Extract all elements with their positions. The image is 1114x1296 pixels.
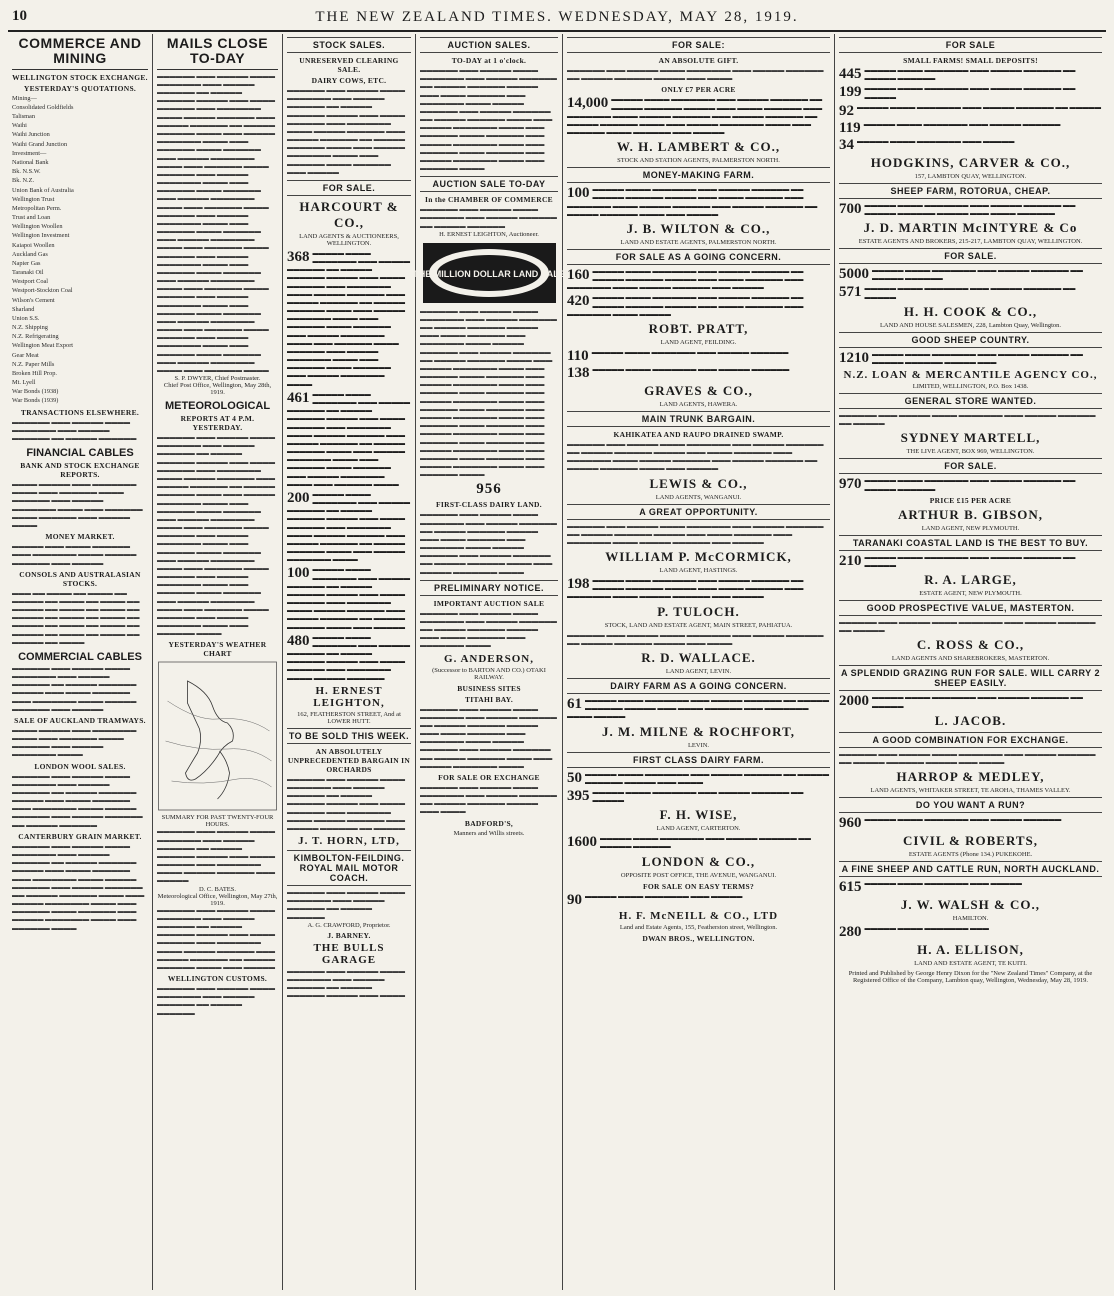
large-address: ESTATE AGENT, NEW PLYMOUTH.	[919, 590, 1022, 598]
hodgkins-address: 157, LAMBTON QUAY, WELLINGTON.	[914, 172, 1027, 180]
body-text: ▬▬▬▬ ▬▬▬▬▬ ▬▬▬ ▬▬▬▬▬▬▬ ▬▬▬▬ ▬▬▬ ▬▬▬▬▬▬ ▬▬▬▬ ▬▬▬▬▬▬ ▬▬▬ ▬▬▬▬▬ ▬▬▬▬▬▬▬ ▬▬▬▬ ▬▬▬ ▬▬▬▬▬▬ ▬▬▬▬ ▬▬▬▬▬▬ ▬▬▬ ▬▬▬▬▬ ▬▬▬▬	[12, 481, 143, 529]
land-listing: 420 ▬▬▬▬▬ ▬▬▬▬ ▬▬▬▬▬▬▬ ▬▬▬ ▬▬▬▬▬ ▬▬▬▬▬▬ ▬▬ ▬▬▬▬▬ ▬▬▬▬▬▬ ▬▬▬▬▬ ▬▬▬ ▬▬▬▬ ▬▬▬▬▬▬ ▬▬▬ ▬▬▬▬▬▬▬ ▬▬▬▬ ▬▬▬▬▬	[567, 293, 804, 318]
auctioneer-signature: H. ERNEST LEIGHTON, Auctioneer.	[439, 230, 539, 238]
land-listing: 615 ▬▬▬▬▬ ▬▬▬▬ ▬▬▬▬▬▬▬ ▬▬▬ ▬▬▬▬▬	[839, 879, 1022, 896]
price-per-acre: PRICE £15 PER ACRE	[929, 495, 1012, 505]
quotation-row: Auckland Gas	[12, 250, 48, 258]
land-listing: 100 ▬▬▬▬▬ ▬▬▬▬ ▬▬▬▬▬▬▬ ▬▬▬ ▬▬▬▬▬ ▬▬▬▬▬▬ ▬▬ ▬▬▬▬▬ ▬▬▬▬▬▬ ▬▬▬▬▬ ▬▬▬ ▬▬▬▬ ▬▬▬▬▬▬ ▬▬▬ ▬▬▬▬▬▬▬ ▬▬▬▬ ▬▬▬▬▬ ▬▬▬▬▬▬ ▬▬▬ ▬▬▬▬▬ ▬▬▬▬▬▬ ▬▬ ▬▬▬▬▬ ▬▬▬▬▬▬ ▬▬▬▬ ▬▬▬ ▬▬▬▬▬	[567, 185, 818, 218]
wallace-address: LAND AGENT, LEVIN.	[665, 667, 732, 675]
north-auckland-heading: A FINE SHEEP AND CATTLE RUN, NORTH AUCKLAND.	[839, 861, 1102, 877]
want-a-run-heading: DO YOU WANT A RUN?	[839, 797, 1102, 813]
wool-sales-heading: LONDON WOOL SALES.	[34, 761, 126, 771]
stock-sales-heading: STOCK SALES.	[287, 37, 411, 53]
quotation-row: Bk. N.S.W.	[12, 168, 41, 176]
land-listing: 198 ▬▬▬▬▬ ▬▬▬▬ ▬▬▬▬▬▬▬ ▬▬▬ ▬▬▬▬▬ ▬▬▬▬▬▬ ▬▬ ▬▬▬▬▬ ▬▬▬▬▬▬ ▬▬▬▬▬ ▬▬▬ ▬▬▬▬ ▬▬▬▬▬▬ ▬▬▬ ▬▬▬▬▬▬▬ ▬▬▬▬ ▬▬▬▬▬ ▬▬▬▬▬▬ ▬▬▬ ▬▬▬▬▬	[567, 576, 804, 601]
sheep-country-heading: GOOD SHEEP COUNTRY.	[839, 332, 1102, 348]
civil-roberts-address: ESTATE AGENTS (Phone 134.) PUKEKOHE.	[908, 851, 1033, 859]
body-text: ▬▬▬▬▬▬ ▬▬▬ ▬▬▬▬▬ ▬▬▬▬ ▬▬▬▬▬▬▬ ▬▬▬ ▬▬▬▬▬ ▬▬▬▬▬▬ ▬▬ ▬▬▬▬▬ ▬▬▬▬▬▬	[157, 985, 276, 1017]
quotation-row: N.Z. Shipping	[12, 324, 48, 332]
quotation-row: Taranaki Oil	[12, 269, 44, 277]
body-text: ▬▬▬▬▬▬ ▬▬▬ ▬▬▬▬▬ ▬▬▬▬ ▬▬▬▬▬▬▬ ▬▬▬ ▬▬▬▬▬ ▬▬▬▬▬▬ ▬▬ ▬▬▬▬▬	[839, 619, 1096, 635]
today-heading: TO-DAY at 1 o'clock.	[451, 56, 527, 65]
quotation-row: Wilson's Cement	[12, 296, 55, 304]
milne-agent: J. M. MILNE & ROCHFORT,	[601, 723, 796, 739]
column-for-sale	[563, 34, 835, 1290]
body-text: ▬▬▬▬▬▬ ▬▬▬ ▬▬▬▬▬ ▬▬▬▬ ▬▬▬▬▬▬▬ ▬▬▬ ▬▬▬▬▬ ▬▬▬▬▬▬ ▬▬ ▬▬▬▬▬ ▬▬▬▬▬▬ ▬▬▬▬▬ ▬▬▬ ▬▬▬▬ ▬▬▬▬▬▬ ▬▬▬ ▬▬▬▬▬▬▬ ▬▬▬▬ ▬▬▬▬▬ ▬▬▬▬▬▬ ▬▬▬ ▬▬▬▬▬ ▬▬▬▬▬▬ ▬▬ ▬▬▬▬▬ ▬▬▬▬▬▬ ▬▬▬▬ ▬▬▬ ▬▬▬▬▬ ▬▬▬▬▬▬▬ ▬▬▬▬ ▬▬▬ ▬▬▬▬▬▬ ▬▬▬▬ ▬▬▬▬▬▬ ▬▬▬ ▬▬▬▬▬ ▬▬▬▬▬▬▬ ▬▬▬▬ ▬▬▬ ▬▬▬▬▬▬ ▬▬▬▬	[12, 842, 145, 932]
acreage-956: 956	[476, 481, 502, 498]
milne-address: LEVIN.	[687, 741, 710, 749]
quotation-row: Wellington Trust	[12, 195, 55, 203]
land-listing: 1600 ▬▬▬▬▬ ▬▬▬▬ ▬▬▬▬▬▬▬ ▬▬▬ ▬▬▬▬▬ ▬▬▬▬▬▬ ▬▬ ▬▬▬▬▬ ▬▬▬▬▬▬	[567, 834, 811, 851]
weather-chart-heading: YESTERDAY'S WEATHER CHART	[168, 640, 267, 659]
body-text: ▬▬▬▬▬▬ ▬▬▬ ▬▬▬▬▬ ▬▬▬▬ ▬▬▬▬▬▬▬ ▬▬▬ ▬▬▬▬▬ ▬▬▬▬▬▬ ▬▬ ▬▬▬▬▬	[839, 412, 1096, 428]
stock-exchange-heading: WELLINGTON STOCK EXCHANGE.	[12, 72, 148, 82]
harcourt-agent: HARCOURT & CO.,	[299, 198, 399, 230]
million-dollar-logo	[412, 242, 565, 304]
body-text: ▬▬▬▬▬▬ ▬▬▬ ▬▬▬▬▬ ▬▬▬▬ ▬▬▬▬▬▬▬ ▬▬▬ ▬▬▬▬▬ ▬▬▬▬▬▬ ▬▬ ▬▬▬▬▬ ▬▬▬▬▬▬ ▬▬▬▬▬ ▬▬▬ ▬▬▬▬ ▬▬▬▬▬▬ ▬▬▬ ▬▬▬▬▬▬▬ ▬▬▬▬ ▬▬▬▬▬ ▬▬▬▬▬▬ ▬▬▬ ▬▬▬▬▬ ▬▬▬▬▬▬ ▬▬ ▬▬▬▬▬ ▬▬▬▬▬▬ ▬▬▬▬ ▬▬▬ ▬▬▬▬▬ ▬▬▬▬▬▬▬ ▬▬▬▬ ▬▬▬ ▬▬▬▬▬▬ ▬▬▬▬ ▬▬▬▬▬▬ ▬▬▬ ▬▬▬▬▬ ▬▬▬▬▬▬▬ ▬▬▬▬ ▬▬▬ ▬▬▬▬▬▬ ▬▬▬▬ ▬▬▬▬▬▬ ▬▬▬ ▬▬▬▬▬ ▬▬▬▬▬▬▬ ▬▬▬▬ ▬▬▬ ▬▬▬▬▬▬ ▬▬▬▬	[420, 67, 557, 173]
land-listing: 395 ▬▬▬▬▬ ▬▬▬▬ ▬▬▬▬▬▬▬ ▬▬▬ ▬▬▬▬▬ ▬▬▬▬▬▬ ▬▬ ▬▬▬▬▬	[567, 787, 804, 805]
body-text: ▬▬▬▬▬▬ ▬▬▬ ▬▬▬▬▬ ▬▬▬▬ ▬▬▬▬▬▬▬ ▬▬▬ ▬▬▬▬▬ ▬▬▬▬▬▬ ▬▬ ▬▬▬▬▬ ▬▬▬▬▬▬ ▬▬▬▬▬ ▬▬▬ ▬▬▬▬ ▬▬▬▬▬▬ ▬▬▬ ▬▬▬▬▬▬▬ ▬▬▬▬ ▬▬▬▬▬ ▬▬▬▬▬▬ ▬▬▬ ▬▬▬▬▬ ▬▬▬▬▬▬ ▬▬ ▬▬▬▬▬ ▬▬▬▬▬▬ ▬▬▬▬ ▬▬▬ ▬▬▬▬▬ ▬▬▬▬▬▬▬ ▬▬▬▬ ▬▬▬ ▬▬▬▬▬▬ ▬▬▬▬ ▬▬▬▬▬▬ ▬▬▬ ▬▬▬▬▬ ▬▬▬▬▬▬▬ ▬▬▬▬ ▬▬▬ ▬▬▬▬▬▬ ▬▬▬▬ ▬▬▬▬▬▬ ▬▬▬ ▬▬▬▬▬ ▬▬▬▬▬▬▬ ▬▬▬▬ ▬▬▬ ▬▬▬▬▬▬ ▬▬▬▬ ▬▬▬▬▬▬ ▬▬▬ ▬▬▬▬▬ ▬▬▬▬▬▬▬ ▬▬▬▬ ▬▬▬ ▬▬▬▬▬▬ ▬▬▬▬ ▬▬▬▬▬▬ ▬▬▬ ▬▬▬▬▬ ▬▬▬▬▬▬▬ ▬▬▬▬ ▬▬▬ ▬▬▬▬▬▬ ▬▬▬▬ ▬▬▬▬▬▬ ▬▬▬ ▬▬▬▬▬ ▬▬▬▬▬▬▬ ▬▬▬▬ ▬▬▬ ▬▬▬▬▬▬ ▬▬▬▬ ▬▬▬▬▬▬ ▬▬▬ ▬▬▬▬▬ ▬▬▬▬▬▬▬ ▬▬▬▬ ▬▬▬ ▬▬▬▬▬▬ ▬▬▬▬	[157, 434, 276, 638]
gibson-agent: ARTHUR B. GIBSON,	[897, 506, 1044, 522]
land-listing: 571 ▬▬▬▬▬ ▬▬▬▬ ▬▬▬▬▬▬▬ ▬▬▬ ▬▬▬▬▬ ▬▬▬▬▬▬ ▬▬ ▬▬▬▬▬	[839, 284, 1076, 301]
newspaper-title: THE NEW ZEALAND TIMES. WEDNESDAY, MAY 28, 1919.	[315, 9, 799, 25]
land-listing: 210 ▬▬▬▬▬ ▬▬▬▬ ▬▬▬▬▬▬▬ ▬▬▬ ▬▬▬▬▬ ▬▬▬▬▬▬ ▬▬ ▬▬▬▬▬	[839, 552, 1076, 569]
body-text: ▬▬▬ ▬▬ ▬▬▬▬ ▬▬ ▬▬▬▬ ▬▬ ▬▬▬▬▬ ▬▬ ▬▬▬▬ ▬▬ ▬▬▬▬ ▬▬ ▬▬▬▬▬ ▬▬ ▬▬▬▬ ▬▬ ▬▬▬▬ ▬▬ ▬▬▬▬▬ ▬▬ ▬▬▬▬ ▬▬ ▬▬▬▬ ▬▬ ▬▬▬▬▬ ▬▬ ▬▬▬▬ ▬▬ ▬▬▬▬ ▬▬ ▬▬▬▬▬ ▬▬ ▬▬▬▬ ▬▬ ▬▬▬▬ ▬▬ ▬▬▬▬▬ ▬▬ ▬▬▬▬	[12, 589, 140, 646]
barney-heading: J. BARNEY.	[327, 930, 371, 940]
graves-agent: GRAVES & CO.,	[644, 382, 753, 398]
tuloch-agent: P. TULOCH.	[657, 603, 740, 619]
harrop-agent: HARROP & MEDLEY,	[896, 769, 1045, 785]
cook-agent: H. H. COOK & CO.,	[903, 303, 1038, 319]
land-listing: 199 ▬▬▬▬▬ ▬▬▬▬ ▬▬▬▬▬▬▬ ▬▬▬ ▬▬▬▬▬ ▬▬▬▬▬▬ ▬▬ ▬▬▬▬▬	[839, 84, 1076, 101]
quotation-row: Westport-Stockton Coal	[12, 287, 73, 295]
ellison-agent: H. A. ELLISON,	[917, 942, 1024, 958]
mcintyre-address: ESTATE AGENTS AND BROKERS, 215-217, LAMBTON QUAY, WELLINGTON.	[858, 238, 1083, 246]
post-office-date: Chief Post Office, Wellington, May 28th, 1919.	[163, 382, 272, 397]
body-text: ▬▬▬▬▬▬ ▬▬▬ ▬▬▬▬▬ ▬▬▬▬ ▬▬▬▬▬▬▬ ▬▬▬ ▬▬▬▬▬ ▬▬▬▬▬▬ ▬▬ ▬▬▬▬▬ ▬▬▬▬▬▬ ▬▬▬▬▬ ▬▬▬ ▬▬▬▬ ▬▬▬▬▬▬ ▬▬▬ ▬▬▬▬▬▬▬ ▬▬▬▬ ▬▬▬▬▬ ▬▬▬▬▬▬ ▬▬▬ ▬▬▬▬▬	[12, 664, 137, 713]
mails-heading: MAILS CLOSE TO-DAY	[157, 34, 278, 70]
land-listing: 110 ▬▬▬▬▬ ▬▬▬▬ ▬▬▬▬▬▬▬ ▬▬▬ ▬▬▬▬▬ ▬▬▬▬▬▬	[567, 347, 789, 364]
quotation-row: Mining—	[12, 94, 37, 102]
consols-heading: CONSOLS AND AUSTRALASIAN STOCKS.	[19, 569, 141, 588]
chamber-heading: In the CHAMBER OF COMMERCE	[425, 195, 553, 205]
body-text: ▬▬▬▬▬▬ ▬▬▬ ▬▬▬▬▬ ▬▬▬▬ ▬▬▬▬▬▬▬ ▬▬▬ ▬▬▬▬▬ ▬▬▬▬▬▬ ▬▬ ▬▬▬▬▬ ▬▬▬▬▬▬ ▬▬▬▬▬ ▬▬▬ ▬▬▬▬ ▬▬▬▬▬▬ ▬▬▬ ▬▬▬▬▬▬▬ ▬▬▬▬ ▬▬▬▬▬ ▬▬▬▬▬▬ ▬▬▬ ▬▬▬▬▬ ▬▬▬▬▬▬ ▬▬ ▬▬▬▬▬ ▬▬▬▬▬▬ ▬▬▬▬ ▬▬▬ ▬▬▬▬▬	[567, 440, 824, 473]
meteorological-heading: METEOROLOGICAL	[164, 400, 271, 413]
easy-terms-heading: FOR SALE ON EASY TERMS?	[642, 881, 755, 891]
customs-heading: WELLINGTON CUSTOMS.	[167, 974, 268, 984]
quotation-row: National Bank	[12, 158, 49, 166]
quotation-row: N.Z. Paper Mills	[12, 360, 55, 368]
taranaki-heading: TARANAKI COASTAL LAND IS THE BEST TO BUY.	[839, 535, 1102, 551]
quotation-row: Talisman	[12, 113, 35, 121]
body-text: ▬▬▬▬▬▬ ▬▬▬ ▬▬▬▬▬ ▬▬▬▬ ▬▬▬▬▬▬▬ ▬▬▬ ▬▬▬▬▬ ▬▬▬▬▬▬ ▬▬ ▬▬▬▬▬ ▬▬▬▬▬▬ ▬▬▬▬▬ ▬▬▬ ▬▬▬▬ ▬▬▬▬▬▬ ▬▬▬ ▬▬▬▬▬▬▬ ▬▬▬▬ ▬▬▬▬▬ ▬▬▬▬▬▬ ▬▬▬ ▬▬▬▬▬ ▬▬▬▬▬▬ ▬▬ ▬▬▬▬▬ ▬▬▬▬▬▬ ▬▬▬▬ ▬▬▬ ▬▬▬▬▬ ▬▬▬▬▬▬▬ ▬▬▬▬ ▬▬▬ ▬▬▬▬▬▬ ▬▬▬▬ ▬▬▬▬▬▬ ▬▬▬ ▬▬▬▬▬ ▬▬▬▬▬▬▬ ▬▬▬▬ ▬▬▬ ▬▬▬▬▬▬ ▬▬▬▬ ▬▬▬▬▬▬ ▬▬▬ ▬▬▬▬▬ ▬▬▬▬▬▬▬ ▬▬▬▬ ▬▬▬ ▬▬▬▬▬▬ ▬▬▬▬ ▬▬▬▬▬▬ ▬▬▬ ▬▬▬▬▬ ▬▬▬▬▬▬▬ ▬▬▬▬ ▬▬▬ ▬▬▬▬▬▬ ▬▬▬▬ ▬▬▬▬▬▬ ▬▬▬ ▬▬▬▬▬ ▬▬▬▬▬▬▬ ▬▬▬▬ ▬▬▬ ▬▬▬▬▬▬ ▬▬▬▬ ▬▬▬▬▬▬ ▬▬▬ ▬▬▬▬▬ ▬▬▬▬▬▬▬ ▬▬▬▬ ▬▬▬ ▬▬▬▬▬▬ ▬▬▬▬ ▬▬▬▬▬▬ ▬▬▬ ▬▬▬▬▬ ▬▬▬▬▬▬▬ ▬▬▬▬ ▬▬▬ ▬▬▬▬▬▬ ▬▬▬▬	[420, 307, 557, 479]
nz-loan-address: LIMITED, WELLINGTON, P.O. Box 1438.	[912, 383, 1029, 391]
body-text: ▬▬▬▬▬▬ ▬▬▬ ▬▬▬▬▬ ▬▬▬▬ ▬▬▬▬▬▬▬ ▬▬▬ ▬▬▬▬▬ ▬▬▬▬▬▬ ▬▬ ▬▬▬▬▬ ▬▬▬▬▬▬ ▬▬▬▬▬ ▬▬▬ ▬▬▬▬ ▬▬▬▬▬▬ ▬▬▬ ▬▬▬▬▬▬▬ ▬▬▬▬ ▬▬▬▬▬ ▬▬▬▬▬▬ ▬▬▬ ▬▬▬▬▬ ▬▬▬▬▬▬ ▬▬ ▬▬▬▬▬ ▬▬▬▬▬▬ ▬▬▬▬ ▬▬▬ ▬▬▬▬▬ ▬▬▬▬▬▬▬ ▬▬▬▬ ▬▬▬ ▬▬▬▬▬▬ ▬▬▬▬ ▬▬▬▬▬▬ ▬▬▬ ▬▬▬▬▬ ▬▬▬▬▬▬▬ ▬▬▬▬ ▬▬▬ ▬▬▬▬▬▬ ▬▬▬▬ ▬▬▬▬▬▬ ▬▬▬ ▬▬▬▬▬ ▬▬▬▬▬▬▬ ▬▬▬▬ ▬▬▬ ▬▬▬▬▬▬ ▬▬▬▬ ▬▬▬▬▬▬ ▬▬▬ ▬▬▬▬▬ ▬▬▬▬▬▬▬ ▬▬▬▬ ▬▬▬ ▬▬▬▬▬▬ ▬▬▬▬ ▬▬▬▬▬▬ ▬▬▬ ▬▬▬▬▬ ▬▬▬▬▬▬▬ ▬▬▬▬ ▬▬▬ ▬▬▬▬▬▬ ▬▬▬▬ ▬▬▬▬▬▬ ▬▬▬ ▬▬▬▬▬ ▬▬▬▬▬▬▬ ▬▬▬▬ ▬▬▬ ▬▬▬▬▬▬ ▬▬▬▬ ▬▬▬▬▬▬ ▬▬▬ ▬▬▬▬▬ ▬▬▬▬▬▬▬ ▬▬▬▬ ▬▬▬ ▬▬▬▬▬▬ ▬▬▬▬ ▬▬▬▬▬▬ ▬▬▬ ▬▬▬▬▬ ▬▬▬▬▬▬▬ ▬▬▬▬ ▬▬▬ ▬▬▬▬▬▬ ▬▬▬▬ ▬▬▬▬▬▬ ▬▬▬ ▬▬▬▬▬ ▬▬▬▬▬▬▬ ▬▬▬▬ ▬▬▬ ▬▬▬▬▬▬ ▬▬▬▬ ▬▬▬▬▬▬ ▬▬▬ ▬▬▬▬▬ ▬▬▬▬▬▬▬ ▬▬▬▬ ▬▬▬ ▬▬▬▬▬▬ ▬▬▬▬ ▬▬▬▬▬▬ ▬▬▬ ▬▬▬▬▬ ▬▬▬▬▬▬▬ ▬▬▬▬ ▬▬▬ ▬▬▬▬▬▬ ▬▬▬▬ ▬▬▬▬▬▬ ▬▬▬ ▬▬▬▬▬ ▬▬▬▬▬▬▬ ▬▬▬▬ ▬▬▬ ▬▬▬▬▬▬ ▬▬▬▬	[157, 72, 276, 374]
transactions-heading: TRANSACTIONS ELSEWHERE.	[20, 407, 140, 417]
small-farms-heading: SMALL FARMS! SMALL DEPOSITS!	[903, 56, 1038, 65]
body-text: ▬▬▬▬▬ ▬▬▬ ▬▬▬▬ ▬▬▬▬▬▬ ▬▬▬ ▬▬▬▬▬▬▬ ▬▬▬▬ ▬▬▬▬▬ ▬▬▬▬▬▬ ▬▬▬ ▬▬▬▬▬	[12, 543, 137, 567]
mccormick-address: LAND AGENT, HASTINGS.	[659, 567, 738, 575]
large-agent: R. A. LARGE,	[924, 572, 1017, 588]
bulls-garage-heading: THE BULLS GARAGE	[313, 941, 385, 966]
going-concern-heading: FOR SALE AS A GOING CONCERN.	[567, 249, 830, 265]
general-store-heading: GENERAL STORE WANTED.	[839, 393, 1102, 409]
dwan-bros-heading: DWAN BROS., WELLINGTON.	[642, 933, 755, 943]
body-text: ▬▬▬▬▬▬ ▬▬▬ ▬▬▬▬▬ ▬▬▬▬ ▬▬▬▬▬▬▬ ▬▬▬ ▬▬▬▬▬ ▬▬▬▬▬▬ ▬▬ ▬▬▬▬▬ ▬▬▬▬▬▬ ▬▬▬▬▬ ▬▬▬ ▬▬▬▬	[839, 750, 1096, 766]
land-listing: 461 ▬▬▬▬▬ ▬▬▬▬ ▬▬▬▬▬▬▬ ▬▬▬ ▬▬▬▬▬ ▬▬▬▬▬▬ ▬▬ ▬▬▬▬▬ ▬▬▬▬▬▬ ▬▬▬▬▬ ▬▬▬ ▬▬▬▬ ▬▬▬▬▬▬ ▬▬▬ ▬▬▬▬▬▬▬ ▬▬▬▬ ▬▬▬▬▬ ▬▬▬▬▬▬ ▬▬▬ ▬▬▬▬▬ ▬▬▬▬▬▬ ▬▬ ▬▬▬▬▬ ▬▬▬▬▬▬ ▬▬▬▬ ▬▬▬ ▬▬▬▬▬ ▬▬▬▬▬▬▬ ▬▬▬▬ ▬▬▬ ▬▬▬▬▬▬ ▬▬▬▬ ▬▬▬▬▬▬ ▬▬▬ ▬▬▬▬▬ ▬▬▬▬▬▬▬ ▬▬▬▬ ▬▬▬ ▬▬▬▬▬▬ ▬▬▬▬	[287, 389, 411, 488]
badfords-heading: BADFORD'S,	[464, 818, 514, 828]
land-listing: 2000 ▬▬▬▬▬ ▬▬▬▬ ▬▬▬▬▬▬▬ ▬▬▬ ▬▬▬▬▬ ▬▬▬▬▬▬ ▬▬ ▬▬▬▬▬	[839, 693, 1083, 710]
body-text: ▬▬▬▬▬▬ ▬▬▬ ▬▬▬▬▬ ▬▬▬▬ ▬▬▬▬▬▬▬ ▬▬▬ ▬▬▬▬▬ ▬▬▬▬▬▬ ▬▬ ▬▬▬▬▬ ▬▬▬▬▬▬ ▬▬▬▬▬ ▬▬▬ ▬▬▬▬ ▬▬▬▬▬▬ ▬▬▬ ▬▬▬▬▬▬▬ ▬▬▬▬ ▬▬▬▬▬ ▬▬▬▬▬▬ ▬▬▬ ▬▬▬▬▬ ▬▬▬▬▬▬ ▬▬ ▬▬▬▬▬ ▬▬▬▬▬▬ ▬▬▬▬ ▬▬▬ ▬▬▬▬▬ ▬▬▬▬▬▬▬ ▬▬▬▬	[420, 511, 557, 576]
land-listing: 50 ▬▬▬▬▬ ▬▬▬▬ ▬▬▬▬▬▬▬ ▬▬▬ ▬▬▬▬▬ ▬▬▬▬▬▬ ▬▬ ▬▬▬▬▬ ▬▬▬▬▬▬ ▬▬▬▬▬ ▬▬▬ ▬▬▬▬	[567, 769, 830, 786]
london-agent: LONDON & CO.,	[641, 853, 756, 869]
mcneill-address: Land and Estate Agents, 155, Featherston street, Wellington.	[619, 923, 778, 931]
weather-summary-heading: SUMMARY FOR PAST TWENTY-FOUR HOURS.	[161, 814, 274, 829]
column-farms	[835, 34, 1106, 1290]
main-trunk-bargain-heading: MAIN TRUNK BARGAIN.	[567, 411, 830, 427]
quotation-row: Broken Hill Prop.	[12, 369, 57, 377]
land-listing: 61 ▬▬▬▬▬ ▬▬▬▬ ▬▬▬▬▬▬▬ ▬▬▬ ▬▬▬▬▬ ▬▬▬▬▬▬ ▬▬ ▬▬▬▬▬ ▬▬▬▬▬▬ ▬▬▬▬▬ ▬▬▬ ▬▬▬▬ ▬▬▬▬▬▬ ▬▬▬ ▬▬▬▬▬▬▬ ▬▬▬▬ ▬▬▬▬▬	[567, 695, 830, 721]
million-dollar-logo-text: THE MILLION DOLLAR LAND SALE	[412, 268, 565, 279]
land-listing: 100 ▬▬▬▬▬ ▬▬▬▬ ▬▬▬▬▬▬▬ ▬▬▬ ▬▬▬▬▬ ▬▬▬▬▬▬ ▬▬ ▬▬▬▬▬ ▬▬▬▬▬▬ ▬▬▬▬▬ ▬▬▬ ▬▬▬▬ ▬▬▬▬▬▬ ▬▬▬ ▬▬▬▬▬▬▬ ▬▬▬▬ ▬▬▬▬▬ ▬▬▬▬▬▬ ▬▬▬ ▬▬▬▬▬ ▬▬▬▬▬▬ ▬▬ ▬▬▬▬▬ ▬▬▬▬▬▬ ▬▬▬▬ ▬▬▬ ▬▬▬▬▬	[287, 565, 411, 631]
land-listing: 5000 ▬▬▬▬▬ ▬▬▬▬ ▬▬▬▬▬▬▬ ▬▬▬ ▬▬▬▬▬ ▬▬▬▬▬▬ ▬▬ ▬▬▬▬▬ ▬▬▬▬▬▬	[839, 266, 1083, 283]
grazing-run-heading: A SPLENDID GRAZING RUN FOR SALE. WILL CARRY 2 SHEEP EASILY.	[839, 665, 1102, 691]
pratt-agent: ROBT. PRATT,	[648, 320, 749, 336]
dairy-land-heading: FIRST-CLASS DAIRY LAND.	[436, 500, 542, 510]
page-number: 10	[12, 8, 27, 24]
badfords-address: Manners and Willis streets.	[453, 829, 525, 837]
body-text: ▬▬▬▬▬▬ ▬▬▬ ▬▬▬▬▬ ▬▬▬▬ ▬▬▬▬▬▬▬ ▬▬▬ ▬▬▬▬▬ ▬▬▬▬▬▬ ▬▬ ▬▬▬▬▬ ▬▬▬▬▬▬ ▬▬▬▬▬ ▬▬▬ ▬▬▬▬ ▬▬▬▬▬▬ ▬▬▬ ▬▬▬▬▬▬▬ ▬▬▬▬	[420, 609, 557, 650]
land-listing: 200 ▬▬▬▬▬ ▬▬▬▬ ▬▬▬▬▬▬▬ ▬▬▬ ▬▬▬▬▬ ▬▬▬▬▬▬ ▬▬ ▬▬▬▬▬ ▬▬▬▬▬▬ ▬▬▬▬▬ ▬▬▬ ▬▬▬▬ ▬▬▬▬▬▬ ▬▬▬ ▬▬▬▬▬▬▬ ▬▬▬▬ ▬▬▬▬▬ ▬▬▬▬▬▬ ▬▬▬ ▬▬▬▬▬ ▬▬▬▬▬▬ ▬▬ ▬▬▬▬▬ ▬▬▬▬▬▬ ▬▬▬▬ ▬▬▬ ▬▬▬▬▬ ▬▬▬▬▬▬▬ ▬▬▬▬	[287, 489, 411, 564]
bank-reports-heading: BANK AND STOCK EXCHANGE REPORTS.	[20, 461, 140, 480]
civil-roberts-agent: CIVIL & ROBERTS,	[902, 833, 1039, 849]
quotation-row: War Bonds (1938)	[12, 388, 59, 396]
absolute-gift-heading: AN ABSOLUTE GIFT.	[658, 56, 739, 65]
body-text: ▬▬▬▬▬▬ ▬▬▬ ▬▬▬▬▬ ▬▬▬▬ ▬▬▬▬▬▬▬ ▬▬▬ ▬▬▬▬▬ ▬▬▬▬▬▬ ▬▬ ▬▬▬▬▬ ▬▬▬▬▬▬ ▬▬▬▬▬ ▬▬▬ ▬▬▬▬ ▬▬▬▬▬▬ ▬▬▬ ▬▬▬▬▬▬▬ ▬▬▬▬ ▬▬▬▬▬ ▬▬▬▬▬▬ ▬▬▬ ▬▬▬▬▬ ▬▬▬▬▬▬ ▬▬ ▬▬▬▬▬ ▬▬▬▬▬▬ ▬▬▬▬ ▬▬▬ ▬▬▬▬▬	[157, 906, 276, 971]
land-listing: 445 ▬▬▬▬▬ ▬▬▬▬ ▬▬▬▬▬▬▬ ▬▬▬ ▬▬▬▬▬ ▬▬▬▬▬▬ ▬▬ ▬▬▬▬▬ ▬▬▬▬▬▬	[839, 66, 1076, 83]
nz-loan-agent: N.Z. LOAN & MERCANTILE AGENCY CO.,	[843, 369, 1098, 382]
land-listing: 960 ▬▬▬▬▬ ▬▬▬▬ ▬▬▬▬▬▬▬ ▬▬▬ ▬▬▬▬▬ ▬▬▬▬▬▬	[839, 815, 1062, 832]
quotation-row: Wellington Investment	[12, 232, 70, 240]
quotation-row: Waihi	[12, 122, 27, 130]
quotation-row: Kaiapoi Woollen	[12, 241, 55, 249]
quotation-row: Metropolitan Perm.	[12, 204, 62, 212]
sold-this-week-heading: TO BE SOLD THIS WEEK.	[287, 728, 411, 744]
quotations-list	[12, 95, 148, 406]
quotation-row: Investment—	[12, 149, 47, 157]
body-text: ▬▬▬▬▬▬ ▬▬▬ ▬▬▬▬▬ ▬▬▬▬ ▬▬▬▬▬▬▬ ▬▬▬ ▬▬▬▬▬ ▬▬▬▬▬▬ ▬▬ ▬▬▬▬▬ ▬▬▬▬▬▬ ▬▬▬▬▬ ▬▬▬ ▬▬▬▬ ▬▬▬▬▬▬ ▬▬▬ ▬▬▬▬▬▬▬ ▬▬▬▬ ▬▬▬▬▬ ▬▬▬▬▬▬ ▬▬▬ ▬▬▬▬▬ ▬▬▬▬▬▬ ▬▬ ▬▬▬▬▬ ▬▬▬▬▬▬ ▬▬▬▬ ▬▬▬ ▬▬▬▬▬ ▬▬▬▬▬▬▬ ▬▬▬▬	[420, 705, 557, 770]
mccormick-agent: WILLIAM P. McCORMICK,	[605, 549, 792, 565]
quotation-row: Mt. Lyell	[12, 379, 36, 387]
masthead	[8, 4, 1106, 32]
column-stock-sales	[283, 34, 416, 1290]
body-text: ▬▬▬▬▬▬ ▬▬▬ ▬▬▬▬▬ ▬▬▬▬ ▬▬▬▬▬▬▬ ▬▬▬ ▬▬▬▬▬ ▬▬▬▬▬▬ ▬▬ ▬▬▬▬▬ ▬▬▬▬▬▬ ▬▬▬▬▬ ▬▬▬ ▬▬▬▬ ▬▬▬▬▬▬ ▬▬▬ ▬▬▬▬▬▬▬ ▬▬▬▬ ▬▬▬▬▬ ▬▬▬▬▬▬ ▬▬▬ ▬▬▬▬▬	[157, 828, 276, 885]
quotation-row: Bk. N.Z.	[12, 177, 35, 185]
wallace-agent: R. D. WALLACE.	[641, 649, 756, 665]
london-address: OPPOSITE POST OFFICE, THE AVENUE, WANGANUI.	[620, 871, 777, 879]
money-making-farm-heading: MONEY-MAKING FARM.	[567, 167, 830, 183]
ross-agent: C. ROSS & CO.,	[916, 637, 1025, 653]
quotation-row: Wellington Meat Export	[12, 342, 74, 350]
horn-agent: J. T. HORN, LTD,	[298, 835, 400, 848]
weather-chart-map	[157, 661, 278, 811]
financial-cables-heading: FINANCIAL CABLES	[26, 447, 134, 460]
cook-address: LAND AND HOUSE SALESMEN, 228, Lambton Quay, Wellington.	[879, 321, 1062, 329]
land-listing: 970 ▬▬▬▬▬ ▬▬▬▬ ▬▬▬▬▬▬▬ ▬▬▬ ▬▬▬▬▬ ▬▬▬▬▬▬ ▬▬ ▬▬▬▬▬ ▬▬▬▬▬▬	[839, 476, 1076, 493]
quotation-row: N.Z. Refrigerating	[12, 333, 59, 341]
anderson-address: (Successor to BARTON AND CO.) OTAKI RAILWAY.	[432, 666, 546, 681]
preliminary-notice-heading: PRELIMINARY NOTICE.	[420, 580, 558, 596]
ellison-address: LAND AND ESTATE AGENT, TE KUITI.	[914, 960, 1027, 968]
land-listing: 160 ▬▬▬▬▬ ▬▬▬▬ ▬▬▬▬▬▬▬ ▬▬▬ ▬▬▬▬▬ ▬▬▬▬▬▬ ▬▬ ▬▬▬▬▬ ▬▬▬▬▬▬ ▬▬▬▬▬ ▬▬▬ ▬▬▬▬ ▬▬▬▬▬▬ ▬▬▬ ▬▬▬▬▬▬▬ ▬▬▬▬ ▬▬▬▬▬ ▬▬▬▬▬▬ ▬▬▬ ▬▬▬▬▬	[567, 266, 804, 292]
lewis-address: LAND AGENTS, WANGANUI.	[655, 493, 742, 501]
quotation-row: Waihi Junction	[12, 131, 50, 139]
titahi-bay-heading: TITAHI BAY.	[464, 694, 514, 704]
auction-sales-heading: AUCTION SALES.	[420, 37, 558, 53]
body-text: ▬▬▬▬▬▬ ▬▬▬ ▬▬▬▬▬ ▬▬▬▬ ▬▬▬▬▬▬▬ ▬▬▬ ▬▬▬▬▬ ▬▬▬▬▬▬ ▬▬ ▬▬▬▬▬ ▬▬▬▬▬▬	[420, 206, 557, 230]
land-listing: 480 ▬▬▬▬▬ ▬▬▬▬ ▬▬▬▬▬▬▬ ▬▬▬ ▬▬▬▬▬ ▬▬▬▬▬▬ ▬▬ ▬▬▬▬▬ ▬▬▬▬▬▬ ▬▬▬▬▬ ▬▬▬ ▬▬▬▬ ▬▬▬▬▬▬ ▬▬▬ ▬▬▬▬▬▬▬ ▬▬▬▬ ▬▬▬▬▬ ▬▬▬▬▬▬	[287, 632, 411, 682]
dairy-cows-heading: DAIRY COWS, ETC.	[311, 76, 387, 85]
body-text: ▬▬▬▬▬▬ ▬▬▬ ▬▬▬▬▬ ▬▬▬▬ ▬▬▬▬▬▬▬ ▬▬▬ ▬▬▬▬▬ ▬▬▬▬▬▬ ▬▬ ▬▬▬▬▬ ▬▬▬▬▬▬	[12, 418, 137, 442]
printer-imprint: Printed and Published by George Henry Dixon for the "New Zealand Times" Company, at the Registered Office of the Company, Lambton quay, Wellington, Wednesday, May 28, 1919.	[848, 970, 1093, 985]
lambert-address: STOCK AND STATION AGENTS, PALMERSTON NORTH.	[617, 157, 780, 165]
martell-address: THE LIVE AGENT, BOX 969, WELLINGTON.	[906, 448, 1035, 456]
land-listing: 138 ▬▬▬▬▬ ▬▬▬▬ ▬▬▬▬▬▬▬ ▬▬▬ ▬▬▬▬▬ ▬▬▬▬▬▬	[567, 364, 790, 381]
commercial-cables-heading: COMMERCIAL CABLES	[18, 650, 142, 663]
masterton-heading: GOOD PROSPECTIVE VALUE, MASTERTON.	[839, 600, 1102, 616]
land-listing: 368 ▬▬▬▬▬ ▬▬▬▬ ▬▬▬▬▬▬▬ ▬▬▬ ▬▬▬▬▬ ▬▬▬▬▬▬ ▬▬ ▬▬▬▬▬ ▬▬▬▬▬▬ ▬▬▬▬▬ ▬▬▬ ▬▬▬▬ ▬▬▬▬▬▬ ▬▬▬ ▬▬▬▬▬▬▬ ▬▬▬▬ ▬▬▬▬▬ ▬▬▬▬▬▬ ▬▬▬ ▬▬▬▬▬ ▬▬▬▬▬▬ ▬▬ ▬▬▬▬▬ ▬▬▬▬▬▬ ▬▬▬▬ ▬▬▬ ▬▬▬▬▬ ▬▬▬▬▬▬▬ ▬▬▬▬ ▬▬▬ ▬▬▬▬▬▬ ▬▬▬▬ ▬▬▬▬▬▬ ▬▬▬ ▬▬▬▬▬ ▬▬▬▬▬▬▬ ▬▬▬▬ ▬▬▬ ▬▬▬▬▬▬ ▬▬▬▬ ▬▬▬▬▬▬ ▬▬▬ ▬▬▬▬▬ ▬▬▬▬▬▬▬ ▬▬▬▬ ▬▬▬ ▬▬▬▬▬▬ ▬▬▬▬ ▬▬▬▬▬▬ ▬▬▬ ▬▬▬▬▬ ▬▬▬▬▬▬▬ ▬▬▬▬	[287, 248, 411, 388]
quotation-row: Westport Coal	[12, 278, 49, 286]
for-sale-heading: FOR SALE.	[287, 180, 411, 196]
dairy-going-concern-heading: DAIRY FARM AS A GOING CONCERN.	[567, 678, 830, 694]
leighton-agent: H. ERNEST LEIGHTON,	[313, 684, 385, 709]
land-listing: 1210 ▬▬▬▬▬ ▬▬▬▬ ▬▬▬▬▬▬▬ ▬▬▬ ▬▬▬▬▬ ▬▬▬▬▬▬ ▬▬ ▬▬▬▬▬ ▬▬▬▬▬▬ ▬▬▬▬▬ ▬▬▬	[839, 349, 1083, 366]
combination-heading: A GOOD COMBINATION FOR EXCHANGE.	[839, 732, 1102, 748]
leighton-address: 162, FEATHERSTON STREET, And at LOWER HUTT.	[297, 710, 401, 725]
first-class-dairy-heading: FIRST CLASS DAIRY FARM.	[567, 752, 830, 768]
wise-agent: F. H. WISE,	[659, 807, 738, 823]
mcintyre-agent: J. D. MARTIN McINTYRE & Co	[863, 220, 1078, 236]
lewis-agent: LEWIS & CO.,	[649, 475, 748, 491]
body-text: ▬▬▬▬▬▬ ▬▬▬ ▬▬▬▬▬ ▬▬▬▬ ▬▬▬▬▬▬▬ ▬▬▬ ▬▬▬▬▬ ▬▬▬▬▬▬ ▬▬ ▬▬▬▬▬ ▬▬▬▬▬▬ ▬▬▬▬▬ ▬▬▬ ▬▬▬▬ ▬▬▬▬▬▬ ▬▬▬ ▬▬▬▬▬▬▬ ▬▬▬▬ ▬▬▬▬▬ ▬▬▬▬▬▬ ▬▬▬ ▬▬▬▬▬ ▬▬▬▬▬▬ ▬▬ ▬▬▬▬▬	[287, 775, 406, 832]
pratt-address: LAND AGENT, FEILDING.	[660, 338, 737, 346]
wilton-address: LAND AND ESTATE AGENTS, PALMERSTON NORTH.	[620, 238, 777, 246]
jacob-agent: L. JACOB.	[934, 712, 1007, 728]
commerce-heading: COMMERCE AND MINING	[12, 34, 148, 70]
body-text: ▬▬▬▬▬▬ ▬▬▬ ▬▬▬▬▬ ▬▬▬▬ ▬▬▬▬▬▬▬ ▬▬▬ ▬▬▬▬▬ ▬▬▬▬▬▬ ▬▬ ▬▬▬▬▬ ▬▬▬▬▬▬	[287, 889, 406, 921]
meteorological-office-date: Meteorological Office, Wellington, May 27th, 1919.	[157, 892, 278, 907]
lambert-agent: W. H. LAMBERT & CO.,	[616, 139, 781, 155]
walsh-agent: J. W. WALSH & CO.,	[900, 897, 1041, 913]
wilton-agent: J. B. WILTON & CO.,	[626, 220, 771, 236]
auction-today-heading: AUCTION SALE TO-DAY	[420, 176, 558, 192]
wise-address: LAND AGENT, CARTERTON.	[656, 825, 741, 833]
body-text: ▬▬▬▬▬▬ ▬▬▬ ▬▬▬▬▬ ▬▬▬▬ ▬▬▬▬▬▬▬ ▬▬▬ ▬▬▬▬▬ ▬▬▬▬▬▬ ▬▬ ▬▬▬▬▬ ▬▬▬▬▬▬ ▬▬▬▬▬ ▬▬▬ ▬▬▬▬	[420, 783, 557, 816]
body-text: ▬▬▬▬▬▬ ▬▬▬ ▬▬▬▬▬ ▬▬▬▬ ▬▬▬▬▬▬▬ ▬▬▬ ▬▬▬▬▬ ▬▬▬▬▬▬ ▬▬ ▬▬▬▬▬ ▬▬▬▬▬▬ ▬▬▬▬▬ ▬▬▬ ▬▬▬▬ ▬▬▬▬▬▬ ▬▬▬ ▬▬▬▬▬▬▬ ▬▬▬▬ ▬▬▬▬▬ ▬▬▬▬▬▬ ▬▬▬ ▬▬▬▬▬ ▬▬▬▬▬▬ ▬▬ ▬▬▬▬▬ ▬▬▬▬▬▬ ▬▬▬▬ ▬▬▬ ▬▬▬▬▬ ▬▬▬▬▬▬▬ ▬▬▬▬ ▬▬▬ ▬▬▬▬▬▬ ▬▬▬▬ ▬▬▬▬▬▬ ▬▬▬ ▬▬▬▬▬	[287, 87, 406, 176]
quotation-row: War Bonds (1939)	[12, 397, 59, 405]
mcneill-agent: H. F. McNEILL & CO., LTD	[618, 909, 779, 922]
proprietor-signature: A. G. CRAWFORD, Proprietor.	[307, 921, 391, 929]
quotation-row: Union Bank of Australia	[12, 186, 74, 194]
meteorologist-signature: D. C. BATES.	[198, 885, 237, 893]
land-listing: 90 ▬▬▬▬▬ ▬▬▬▬ ▬▬▬▬▬▬▬ ▬▬▬ ▬▬▬▬▬	[567, 891, 743, 908]
land-listing: 34 ▬▬▬▬▬ ▬▬▬▬ ▬▬▬▬▬▬▬ ▬▬▬ ▬▬▬▬▬	[839, 136, 1015, 153]
quotation-row: Sharland	[12, 305, 35, 313]
martell-agent: SYDNEY MARTELL,	[900, 430, 1041, 446]
harcourt-address: LAND AGENTS & AUCTIONEERS, WELLINGTON.	[299, 232, 399, 247]
money-market-heading: MONEY MARKET.	[45, 532, 115, 542]
quotation-row: Waihi Grand Junction	[12, 140, 68, 148]
postmaster-signature: S. P. DWYER, Chief Postmaster.	[174, 375, 261, 383]
reports-heading: REPORTS AT 4 P.M. YESTERDAY.	[180, 414, 255, 433]
column-commerce	[8, 34, 153, 1290]
quotation-row: Gear Meat	[12, 351, 39, 359]
quotation-row: Consolidated Goldfields	[12, 103, 74, 111]
orchards-heading: AN ABSOLUTELY UNPRECEDENTED BARGAIN IN ORCHARDS	[287, 746, 411, 774]
for-sale-heading-2: FOR SALE.	[839, 248, 1102, 264]
quotation-row: Napier Gas	[12, 259, 41, 267]
anderson-agent: G. ANDERSON,	[444, 652, 534, 665]
swamp-heading: KAHIKATEA AND RAUPO DRAINED SWAMP.	[613, 429, 784, 439]
quotation-row: Wellington Woollen	[12, 223, 63, 231]
land-listing: 280 ▬▬▬▬▬ ▬▬▬▬ ▬▬▬▬▬▬▬ ▬▬▬	[839, 924, 989, 941]
body-text: ▬▬▬▬▬▬ ▬▬▬ ▬▬▬▬▬ ▬▬▬▬ ▬▬▬▬▬▬▬ ▬▬▬ ▬▬▬▬▬ ▬▬▬▬▬▬ ▬▬ ▬▬▬▬▬ ▬▬▬▬▬▬ ▬▬▬▬▬ ▬▬▬ ▬▬▬▬	[287, 967, 406, 1000]
gibson-address: LAND AGENT, NEW PLYMOUTH.	[921, 524, 1020, 532]
column-auction-sales	[412, 34, 565, 1290]
body-text: ▬▬▬▬ ▬▬▬▬▬ ▬▬▬ ▬▬▬▬▬▬▬ ▬▬▬▬ ▬▬▬ ▬▬▬▬▬▬ ▬▬▬▬ ▬▬▬▬▬▬ ▬▬▬ ▬▬▬▬▬ ▬▬▬▬▬▬▬ ▬▬▬▬	[12, 726, 137, 759]
body-text: ▬▬▬▬▬▬ ▬▬▬ ▬▬▬▬▬ ▬▬▬▬ ▬▬▬▬▬▬▬ ▬▬▬ ▬▬▬▬▬ ▬▬▬▬▬▬ ▬▬ ▬▬▬▬▬ ▬▬▬▬▬▬ ▬▬▬▬▬ ▬▬▬ ▬▬▬▬ ▬▬▬▬▬▬ ▬▬▬ ▬▬▬▬▬▬▬ ▬▬▬▬ ▬▬▬▬▬ ▬▬▬▬▬▬ ▬▬▬ ▬▬▬▬▬ ▬▬▬▬▬▬ ▬▬ ▬▬▬▬▬ ▬▬▬▬▬▬	[12, 772, 143, 829]
quotation-row: Trust and Loan	[12, 214, 51, 222]
tuloch-address: STOCK, LAND AND ESTATE AGENT, MAIN STREET, PAHIATUA.	[604, 621, 793, 629]
motor-coach-heading: KIMBOLTON-FEILDING. ROYAL MAIL MOTOR COACH.	[287, 850, 411, 886]
ross-address: LAND AGENTS AND SHAREBROKERS, MASTERTON.	[891, 655, 1050, 663]
hodgkins-agent: HODGKINS, CARVER & CO.,	[870, 154, 1071, 170]
land-listing: 92 ▬▬▬▬▬ ▬▬▬▬ ▬▬▬▬▬▬▬ ▬▬▬ ▬▬▬▬▬ ▬▬▬▬▬▬ ▬▬ ▬▬▬▬▬	[839, 102, 1102, 119]
graves-address: LAND AGENTS, HAWERA.	[659, 400, 738, 408]
land-listing: 700 ▬▬▬▬▬ ▬▬▬▬ ▬▬▬▬▬▬▬ ▬▬▬ ▬▬▬▬▬ ▬▬▬▬▬▬ ▬▬ ▬▬▬▬▬ ▬▬▬▬▬▬ ▬▬▬▬▬ ▬▬▬ ▬▬▬▬ ▬▬▬▬▬▬	[839, 200, 1076, 217]
land-listing: 119 ▬▬▬▬▬ ▬▬▬▬ ▬▬▬▬▬▬▬ ▬▬▬ ▬▬▬▬▬ ▬▬▬▬▬▬	[839, 119, 1061, 136]
rotorua-heading: SHEEP FARM, ROTORUA, CHEAP.	[839, 183, 1102, 199]
for-sale-heading-3: FOR SALE.	[839, 458, 1102, 474]
quotations-heading: YESTERDAY'S QUOTATIONS.	[23, 83, 137, 93]
for-sale-heading: FOR SALE:	[567, 37, 830, 53]
important-auction-heading: IMPORTANT AUCTION SALE	[433, 598, 545, 608]
tramways-heading: SALE OF AUCKLAND TRAMWAYS.	[14, 715, 146, 725]
land-listing: 14,000 ▬▬▬▬▬ ▬▬▬▬ ▬▬▬▬▬▬▬ ▬▬▬ ▬▬▬▬▬ ▬▬▬▬▬▬ ▬▬ ▬▬▬▬▬ ▬▬▬▬▬▬ ▬▬▬▬▬ ▬▬▬ ▬▬▬▬ ▬▬▬▬▬▬ ▬▬▬ ▬▬▬▬▬▬▬ ▬▬▬▬ ▬▬▬▬▬ ▬▬▬▬▬▬ ▬▬▬ ▬▬▬▬▬ ▬▬▬▬▬▬ ▬▬ ▬▬▬▬▬ ▬▬▬▬▬▬ ▬▬▬▬ ▬▬▬ ▬▬▬▬▬ ▬▬▬▬▬▬▬ ▬▬▬▬ ▬▬▬ ▬▬▬▬▬▬ ▬▬▬▬ ▬▬▬▬▬▬ ▬▬▬ ▬▬▬▬▬	[567, 95, 823, 137]
harrop-address: LAND AGENTS, WHITAKER STREET, TE AROHA, THAMES VALLEY.	[870, 787, 1071, 795]
price-heading: ONLY £7 PER ACRE	[661, 85, 736, 95]
column-mails	[153, 34, 283, 1290]
grain-market-heading: CANTERBURY GRAIN MARKET.	[18, 831, 142, 841]
exchange-heading: FOR SALE OR EXCHANGE	[438, 772, 540, 782]
for-sale-heading: FOR SALE	[839, 37, 1102, 53]
walsh-address: HAMILTON.	[952, 915, 989, 923]
body-text: ▬▬▬▬▬▬ ▬▬▬ ▬▬▬▬▬ ▬▬▬▬ ▬▬▬▬▬▬▬ ▬▬▬ ▬▬▬▬▬ ▬▬▬▬▬▬ ▬▬ ▬▬▬▬▬ ▬▬▬▬▬▬ ▬▬▬▬▬ ▬▬▬ ▬▬▬▬ ▬▬▬▬▬▬ ▬▬▬ ▬▬▬▬▬▬▬ ▬▬▬▬ ▬▬▬▬▬ ▬▬▬▬▬▬ ▬▬▬ ▬▬▬▬▬	[567, 522, 824, 546]
clearing-sale-heading: UNRESERVED CLEARING SALE.	[299, 56, 399, 74]
business-sites-heading: BUSINESS SITES	[457, 683, 521, 693]
body-text: ▬▬▬▬▬▬ ▬▬▬ ▬▬▬▬▬ ▬▬▬▬ ▬▬▬▬▬▬▬ ▬▬▬ ▬▬▬▬▬ ▬▬▬▬▬▬ ▬▬ ▬▬▬▬▬ ▬▬▬▬▬▬ ▬▬▬▬▬ ▬▬▬ ▬▬▬▬	[567, 67, 824, 83]
body-text: ▬▬▬▬▬▬ ▬▬▬ ▬▬▬▬▬ ▬▬▬▬ ▬▬▬▬▬▬▬ ▬▬▬ ▬▬▬▬▬ ▬▬▬▬▬▬ ▬▬ ▬▬▬▬▬ ▬▬▬▬▬▬ ▬▬▬▬▬ ▬▬▬ ▬▬▬▬	[567, 631, 824, 647]
great-opportunity-heading: A GREAT OPPORTUNITY.	[567, 504, 830, 520]
quotation-row: Union S.S.	[12, 314, 40, 322]
